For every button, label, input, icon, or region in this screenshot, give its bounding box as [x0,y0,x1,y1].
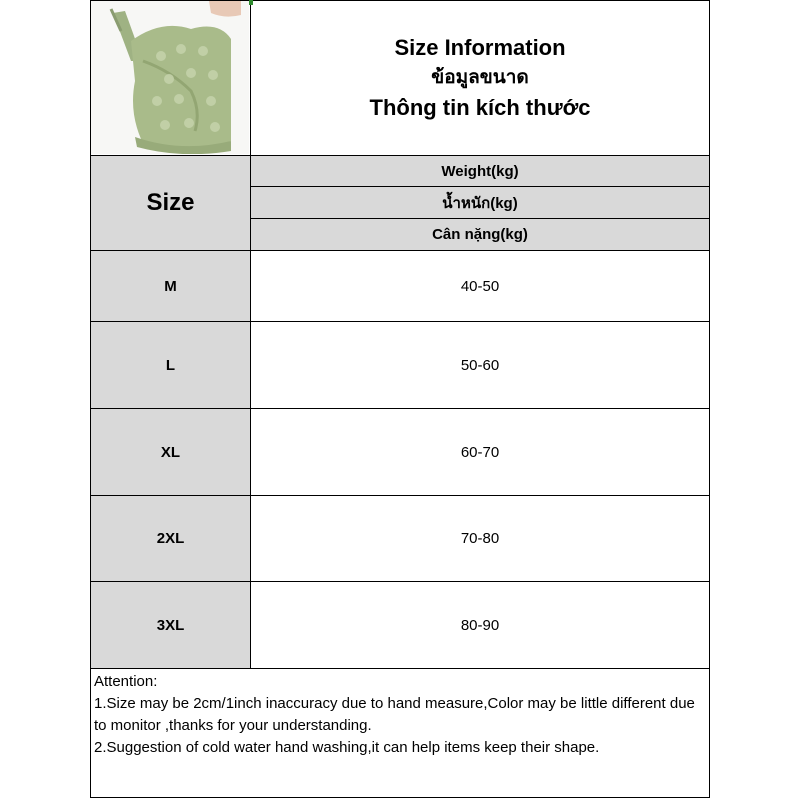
title-cell [251,1,709,156]
weight-cell-m: 40-50 [251,251,709,322]
notes-line-2: 2.Suggestion of cold water hand washing,it can help items keep their shape. [94,739,600,756]
notes-heading: Attention: [94,673,158,690]
title-thai: ข้อมูลขนาด [431,67,529,88]
size-chart-sheet [90,0,710,798]
notes-line-1: 1.Size may be 2cm/1inch inaccuracy due to hand measure,Color may be little different due to monitor ,thanks for your understanding. [94,695,695,734]
size-cell-l: L [91,322,251,409]
product-image [91,1,249,154]
weight-cell-2xl: 70-80 [251,496,709,582]
product-image-cell [91,1,251,156]
weight-cell-xl: 60-70 [251,409,709,496]
weight-header-english: Weight(kg) [251,156,709,187]
weight-cell-3xl: 80-90 [251,582,709,669]
size-header: Size [91,156,251,251]
size-cell-2xl: 2XL [91,496,251,582]
size-cell-3xl: 3XL [91,582,251,669]
weight-cell-l: 50-60 [251,322,709,409]
weight-header-vietnamese: Cân nặng(kg) [251,219,709,251]
title-english: Size Information [394,35,566,60]
size-cell-m: M [91,251,251,322]
attention-notes [91,669,709,761]
cell-marker [249,0,253,5]
weight-header-thai: น้ำหนัก(kg) [251,187,709,219]
title-vietnamese: Thông tin kích thước [369,95,591,120]
size-cell-xl: XL [91,409,251,496]
